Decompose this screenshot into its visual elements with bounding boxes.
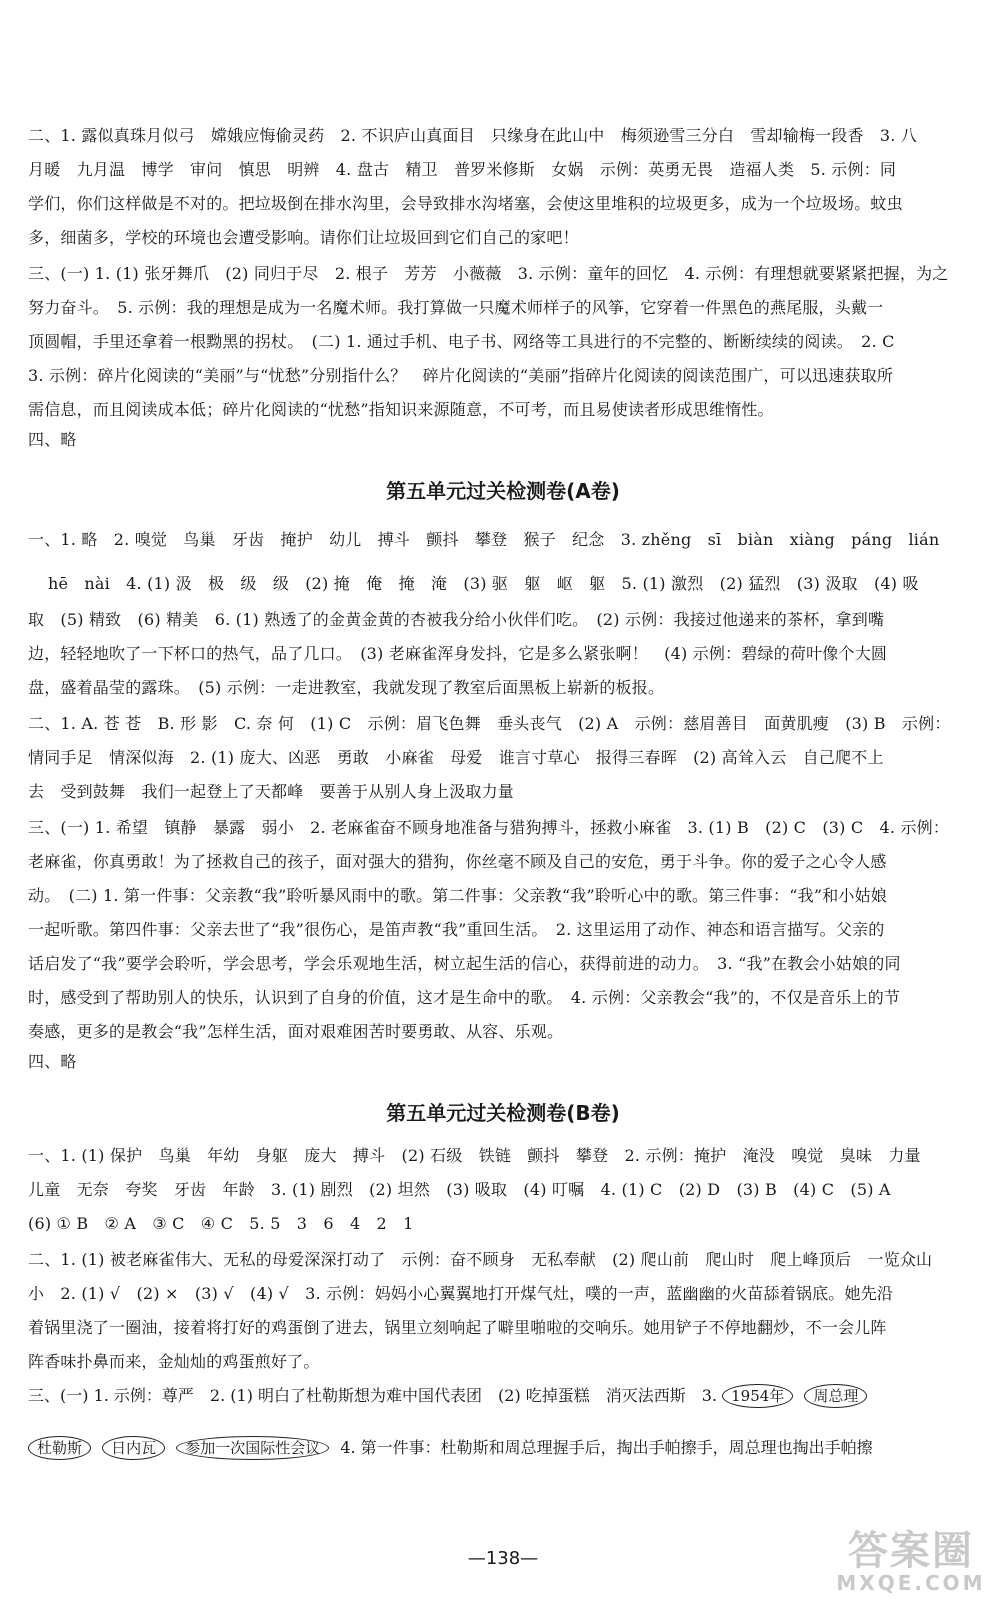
text-line: 一、1. 略 2. 嗅觉 鸟巢 牙齿 掩护 幼儿 搏斗 颤抖 攀登 猴子 纪念 3. zhěng sī biàn xiàng páng lián — [28, 530, 940, 549]
text-segment: 三、(一) 1. 示例：尊严 2. (1) 明白了杜勒斯想为难中国代表团 (2) 吃掉蛋糕 消灭法西斯 3. — [28, 1386, 718, 1405]
text-line: 盘，盛着晶莹的露珠。 (5) 示例：一走进教室，我就发现了教室后面黑板上崭新的板报。 — [28, 678, 665, 697]
text-line: 三、(一) 1. 希望 镇静 暴露 弱小 2. 老麻雀奋不顾身地准备与猎狗搏斗，拯救小麻雀 3. (1) B (2) C (3) C 4. 示例： — [28, 818, 950, 837]
text-line: 儿童 无奈 夸奖 牙齿 年龄 3. (1) 剧烈 (2) 坦然 (3) 吸取 (4) 叮嘱 4. (1) C (2) D (3) B (4) C (5) A — [28, 1180, 891, 1199]
text-line: hē nài 4. (1) 汲 极 级 级 (2) 掩 俺 掩 淹 (3) 驱 躯 岖 躯 5. (1) 激烈 (2) 猛烈 (3) 汲取 (4) 吸 — [48, 574, 919, 593]
text-line: 二、1. 露似真珠月似弓 嫦娥应悔偷灵药 2. 不识庐山真面目 只缘身在此山中 梅须逊雪三分白 雪却输梅一段香 3. 八 — [28, 126, 918, 145]
oval-label: 周总理 — [804, 1384, 867, 1408]
text-line: (6) ① B ② A ③ C ④ C 5. 5 3 6 4 2 1 — [28, 1214, 414, 1233]
text-line: 月暖 九月温 博学 审问 慎思 明辨 4. 盘古 精卫 普罗米修斯 女娲 示例：英勇无畏 造福人类 5. 示例：同 — [28, 160, 897, 179]
section-title-b: 第五单元过关检测卷(B卷) — [386, 1101, 620, 1125]
text-line: 着锅里浇了一圈油，接着将打好的鸡蛋倒了进去，锅里立刻响起了噼里啪啦的交响乐。她用铲子不停地翻炒，不一会儿阵 — [28, 1318, 887, 1337]
text-line: 阵香味扑鼻而来，金灿灿的鸡蛋煎好了。 — [28, 1352, 320, 1371]
text-line: 学们，你们这样做是不对的。把垃圾倒在排水沟里，会导致排水沟堵塞，会使这里堆积的垃圾更多，成为一个垃圾场。蚊虫 — [28, 194, 903, 213]
text-line-with-ovals — [28, 1436, 978, 1460]
text-line-with-ovals — [28, 1384, 978, 1408]
text-line: 一、1. (1) 保护 鸟巢 年幼 身躯 庞大 搏斗 (2) 石级 铁链 颤抖 攀登 2. 示例：掩护 淹没 嗅觉 臭味 力量 — [28, 1146, 921, 1165]
text-line: 二、1. (1) 被老麻雀伟大、无私的母爱深深打动了 示例：奋不顾身 无私奉献 (2) 爬山前 爬山时 爬上峰顶后 一览众山 — [28, 1250, 933, 1269]
answer-page — [28, 0, 978, 1600]
oval-label: 日内瓦 — [102, 1436, 165, 1460]
text-line: 四、略 — [28, 1052, 77, 1071]
text-line: 去 受到鼓舞 我们一起登上了天都峰 要善于从别人身上汲取力量 — [28, 782, 515, 801]
text-line: 顶圆帽，手里还拿着一根黝黑的拐杖。 (二) 1. 通过手机、电子书、网络等工具进行的不完整的、断断续续的阅读。 2. C — [28, 332, 895, 351]
watermark-url: MXQE.COM — [836, 1571, 986, 1595]
text-line: 话启发了“我”要学会聆听，学会思考，学会乐观地生活，树立起生活的信心，获得前进的动力。 3. “我”在教会小姑娘的同 — [28, 954, 901, 973]
text-line: 一起听歌。第四件事：父亲去世了“我”很伤心，是笛声教“我”重回生活。 2. 这里运用了动作、神态和语言描写。父亲的 — [28, 920, 885, 939]
text-line: 情同手足 情深似海 2. (1) 庞大、凶恶 勇敢 小麻雀 母爱 谁言寸草心 报得三春晖 (2) 高耸入云 自己爬不上 — [28, 748, 884, 767]
text-line: 时，感受到了帮助别人的快乐，认识到了自身的价值，这才是生命中的歌。 4. 示例：父亲教会“我”的，不仅是音乐上的节 — [28, 988, 901, 1007]
watermark-logo — [836, 1530, 986, 1596]
text-line: 二、1. A. 苍 苍 B. 形 影 C. 奈 何 (1) C 示例：眉飞色舞 垂头丧气 (2) A 示例：慈眉善目 面黄肌瘦 (3) B 示例： — [28, 714, 951, 733]
oval-label: 参加一次国际性会议 — [176, 1436, 329, 1460]
text-line: 动。 (二) 1. 第一件事：父亲教“我”聆听暴风雨中的歌。第二件事：父亲教“我”聆听心中的歌。第三件事：“我”和小姑娘 — [28, 886, 888, 905]
text-line: 三、(一) 1. (1) 张牙舞爪 (2) 同归于尽 2. 根子 芳芳 小薇薇 3. 示例：童年的回忆 4. 示例：有理想就要紧紧把握，为之 — [28, 264, 949, 283]
text-segment: 4. 第一件事：杜勒斯和周总理握手后，掏出手帕擦手，周总理也掏出手帕擦 — [340, 1438, 873, 1457]
text-line: 奏感，更多的是教会“我”怎样生活，面对艰难困苦时要勇敢、从容、乐观。 — [28, 1022, 564, 1041]
page-number: —138— — [467, 1548, 539, 1569]
watermark-text: 答案圈 — [848, 1528, 974, 1574]
text-line: 小 2. (1) √ (2) × (3) √ (4) √ 3. 示例：妈妈小心翼翼地打开煤气灶，噗的一声，蓝幽幽的火苗舔着锅底。她先沿 — [28, 1284, 894, 1303]
text-line: 老麻雀，你真勇敢！为了拯救自己的孩子，面对强大的猎狗，你丝毫不顾及自己的安危，勇于斗争。你的爱子之心令人感 — [28, 852, 887, 871]
section-title-a: 第五单元过关检测卷(A卷) — [386, 479, 620, 503]
text-line: 取 (5) 精致 (6) 精美 6. (1) 熟透了的金黄金黄的杏被我分给小伙伴们吃。 (2) 示例：我接过他递来的茶杯，拿到嘴 — [28, 610, 885, 629]
text-line: 需信息，而且阅读成本低；碎片化阅读的“忧愁”指知识来源随意，不可考，而且易使读者形成思维惰性。 — [28, 400, 774, 419]
text-line: 多，细菌多，学校的环境也会遭受影响。请你们让垃圾回到它们自己的家吧！ — [28, 228, 579, 247]
text-line: 3. 示例：碎片化阅读的“美丽”与“忧愁”分别指什么？ 碎片化阅读的“美丽”指碎片化阅读的阅读范围广，可以迅速获取所 — [28, 366, 894, 385]
text-line: 边，轻轻地吹了一下杯口的热气，品了几口。 (3) 老麻雀浑身发抖，它是多么紧张啊！ (4) 示例：碧绿的荷叶像个大圆 — [28, 644, 888, 663]
text-line: 努力奋斗。 5. 示例：我的理想是成为一名魔术师。我打算做一只魔术师样子的风筝，它穿着一件黑色的燕尾服，头戴一 — [28, 298, 884, 317]
oval-label: 杜勒斯 — [28, 1436, 91, 1460]
text-line: 四、略 — [28, 430, 77, 449]
oval-label: 1954年 — [722, 1384, 793, 1408]
